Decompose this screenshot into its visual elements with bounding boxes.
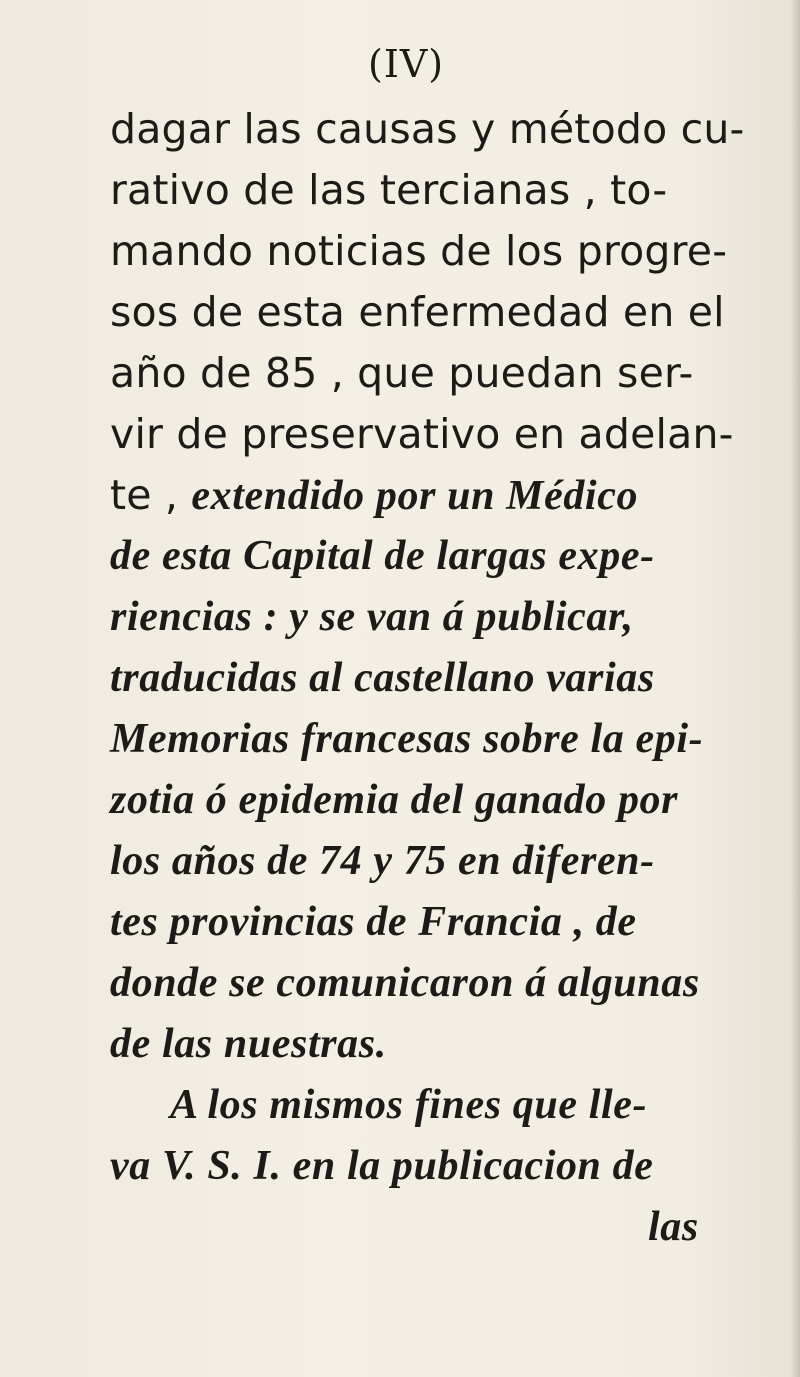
catchword: las (648, 1204, 699, 1250)
page-number: (IV) (368, 42, 445, 86)
text-line-7 (110, 465, 638, 525)
text-line-13: los años de 74 y 75 en diferen- (110, 838, 655, 884)
text-line-7-italic: extendido por un Médico (191, 473, 639, 519)
text-line-11: Memorias francesas sobre la epi- (110, 716, 704, 762)
text-line-5: año de 85 , que puedan ser- (110, 349, 694, 397)
text-line-18: va V. S. I. en la publicacion de (110, 1143, 654, 1189)
text-line-3: mando noticias de los progre- (110, 227, 728, 275)
text-line-12: zotia ó epidemia del ganado por (110, 777, 679, 823)
text-line-8: de esta Capital de largas expe- (110, 533, 655, 579)
text-line-6: vir de preservativo en adelan- (110, 410, 734, 458)
text-line-14: tes provincias de Francia , de (110, 899, 637, 945)
text-line-16: de las nuestras. (110, 1021, 387, 1067)
text-line-1: dagar las causas y método cu- (110, 105, 745, 153)
text-line-17: A los mismos fines que lle- (170, 1082, 648, 1128)
text-line-15: donde se comunicaron á algunas (110, 960, 700, 1006)
page-edge-shadow (790, 0, 800, 1377)
text-line-9: riencias : y se van á publicar, (110, 594, 634, 640)
text-line-10: traducidas al castellano varias (110, 655, 655, 701)
text-line-7-roman: te , (110, 471, 192, 519)
text-line-4: sos de esta enfermedad en el (110, 288, 725, 336)
text-line-2: rativo de las tercianas , to- (110, 166, 668, 214)
